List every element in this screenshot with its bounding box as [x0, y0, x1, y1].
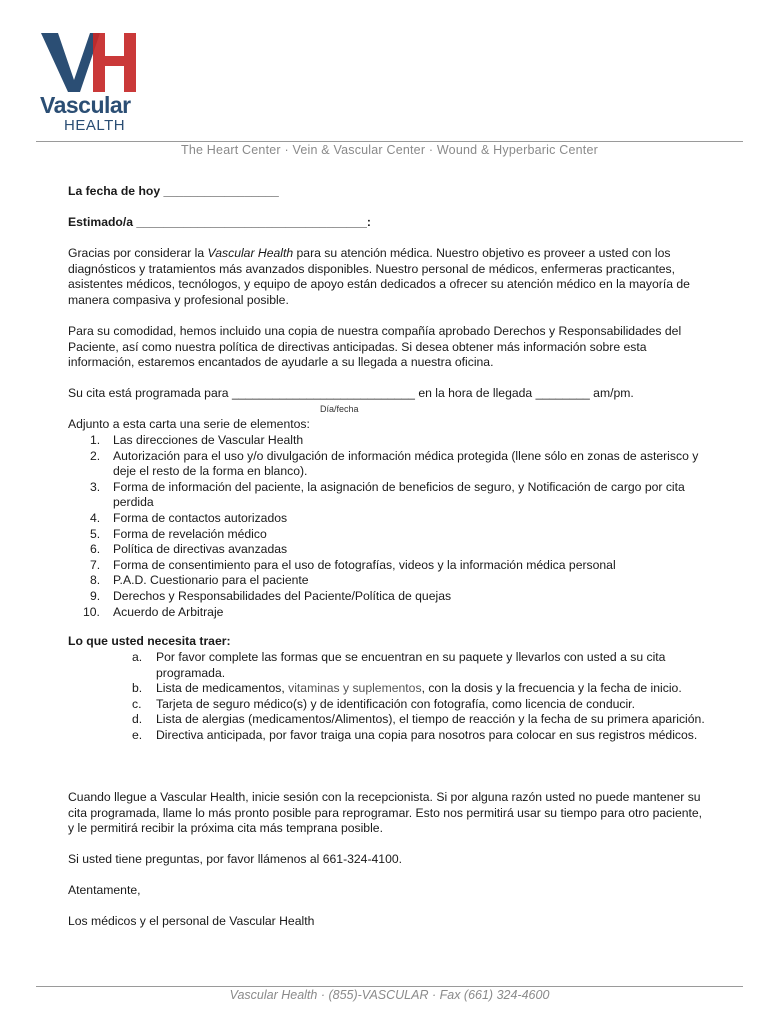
- bring-item-letter: b.: [132, 681, 143, 696]
- enclosure-number: 6.: [90, 542, 101, 557]
- questions-paragraph: Si usted tiene preguntas, por favor llámenos al 661-324-4100.: [68, 852, 403, 866]
- enclosure-number: 3.: [90, 479, 101, 494]
- bring-heading: Lo que usted necesita traer:: [68, 634, 231, 648]
- closing: Atentamente,: [68, 883, 141, 897]
- header-centers: The Heart Center · Vein & Vascular Center · Wound & Hyperbaric Center: [181, 143, 598, 157]
- bring-item-text-part: Lista de medicamentos,: [156, 681, 289, 696]
- enclosure-number: 7.: [90, 557, 101, 572]
- bring-item-letter: a.: [132, 650, 143, 664]
- enclosures-intro: Adjunto a esta carta una serie de elementos:: [68, 417, 310, 431]
- enclosure-item: [68, 558, 708, 574]
- logo-v-shape: [41, 33, 100, 92]
- enclosure-text: P.A.D. Cuestionario para el paciente: [113, 573, 309, 588]
- enclosure-number: 9.: [90, 588, 101, 603]
- enclosure-text: Forma de consentimiento para el uso de fotografías, videos y la información médica personal: [113, 557, 616, 572]
- appointment-line: Su cita está programada para ___________________________ en la hora de llegada ________ am/pm.: [68, 386, 634, 400]
- bring-item: [68, 697, 708, 713]
- enclosure-text: Forma de revelación médico: [113, 526, 267, 541]
- enclosure-item: [68, 527, 708, 543]
- bring-item-text-part: vitaminas y suplementos: [288, 681, 422, 696]
- enclosure-item: [68, 542, 708, 558]
- enclosure-text: Autorización para el uso y/o divulgación de información médica protegida (llene sólo en zonas de asterisco y deje el resto de la forma en blanco).: [113, 448, 699, 479]
- bring-item-text: Lista de alergias (medicamentos/Alimentos), el tiempo de reacción y la fecha de su primera aparición.: [156, 712, 705, 727]
- logo-wordmark-health: HEALTH: [64, 117, 126, 134]
- enclosure-item: [68, 573, 708, 589]
- enclosure-text: Forma de contactos autorizados: [113, 510, 288, 525]
- logo-h-shape: [93, 33, 136, 92]
- bring-item: [68, 650, 708, 681]
- enclosure-item: [68, 589, 708, 605]
- header-divider: [36, 141, 743, 142]
- enclosure-item: [68, 433, 708, 449]
- bring-item-letter: e.: [132, 727, 143, 742]
- enclosure-number: 2.: [90, 448, 101, 463]
- enclosures-list: [68, 433, 708, 620]
- salutation: Estimado/a __________________________________:: [68, 215, 371, 229]
- bring-item-text: Directiva anticipada, por favor traiga una copia para nosotros para colocar en sus registros médicos.: [156, 727, 698, 742]
- signature: Los médicos y el personal de Vascular Health: [68, 914, 315, 928]
- footer-divider: [36, 986, 743, 987]
- enclosure-item: [68, 480, 708, 511]
- bring-item: [68, 712, 708, 728]
- intro-paragraph: [68, 246, 708, 308]
- convenience-paragraph: Para su comodidad, hemos incluido una copia de nuestra compañía aprobado Derechos y Responsabilidades del Paciente, así como nuestra política de directivas anticipadas. Si desea obtener más información sobre esta información, estaremos encantados de ayudarle a su llegada a nuestra oficina.: [68, 324, 682, 370]
- logo-wordmark-vascular: Vascular: [40, 92, 131, 118]
- bring-item-letter: d.: [132, 712, 143, 727]
- enclosure-number: 10.: [83, 604, 100, 619]
- enclosure-number: 5.: [90, 526, 101, 541]
- enclosure-number: 8.: [90, 573, 101, 588]
- bring-list: [68, 650, 708, 744]
- footer-contact: Vascular Health · (855)-VASCULAR · Fax (661) 324-4600: [229, 988, 550, 1002]
- check-in-paragraph: Cuando llegue a Vascular Health, inicie sesión con la recepcionista. Si por alguna razón usted no puede mantener su cita programada, llame lo más pronto posible para reprogramar. Esto nos permitirá usar su tiempo para otro paciente, y le permitirá recibir la próxima cita más temprana posible.: [68, 790, 703, 836]
- bring-item-letter: c.: [132, 696, 142, 711]
- intro-text-start: Gracias por considerar la: [68, 246, 208, 260]
- bring-item-text: Por favor complete las formas que se encuentran en su paquete y llevarlos con usted a su cita programada.: [156, 650, 666, 680]
- intro-brand: Vascular Health: [207, 246, 294, 260]
- bring-item: [68, 681, 708, 697]
- enclosure-text: Acuerdo de Arbitraje: [113, 604, 224, 619]
- enclosure-text: Derechos y Responsabilidades del Paciente/Política de quejas: [113, 588, 452, 603]
- bring-item: [68, 728, 708, 744]
- date-line: La fecha de hoy _________________: [68, 184, 279, 198]
- enclosure-item: [68, 449, 708, 480]
- enclosure-text: Las direcciones de Vascular Health: [113, 433, 304, 447]
- bring-item-text-part: , con la dosis y la frecuencia y la fecha de inicio.: [421, 681, 682, 696]
- enclosure-item: [68, 511, 708, 527]
- enclosure-text: Forma de información del paciente, la asignación de beneficios de seguro, y Notificación de cargo por cita perdida: [113, 479, 685, 510]
- appointment-date-caption: Día/fecha: [320, 404, 359, 414]
- enclosure-number: 1.: [90, 433, 101, 447]
- intro-text-rest: para su atención médica. Nuestro objetivo es proveer a usted con los diagnósticos y tratamientos más avanzados disponibles. Nuestro personal de médicos, enfermeras practicantes, asistentes médicos, tecnólogos, y equipo de apoyo están dedicados a ofrecer su atención médico en la mayoría de manera compasiva y profesional posible.: [68, 246, 690, 307]
- bring-item-text: Tarjeta de seguro médico(s) y de identificación con fotografía, como licencia de conducir.: [156, 696, 635, 711]
- enclosure-number: 4.: [90, 510, 101, 525]
- enclosure-item: [68, 605, 708, 621]
- enclosure-text: Política de directivas avanzadas: [113, 542, 288, 557]
